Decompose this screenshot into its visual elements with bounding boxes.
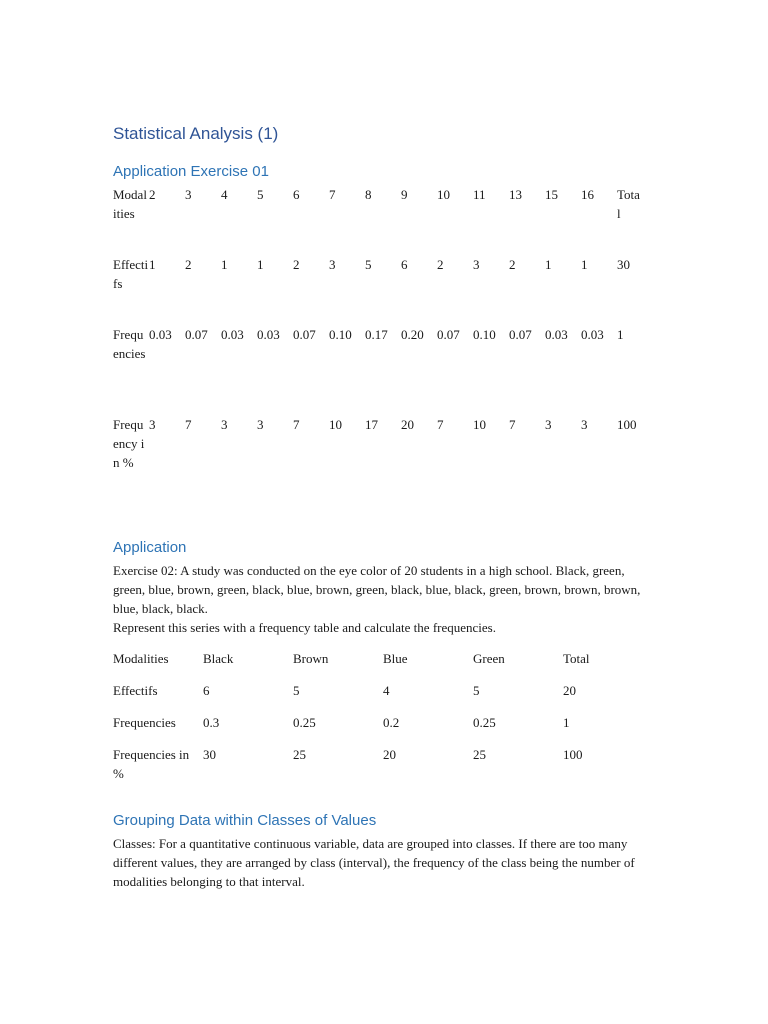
table-cell: 4 [221, 187, 228, 202]
total-cell: 100 [617, 417, 637, 432]
table-cell: 6 [293, 187, 300, 202]
total-cell: 1 [617, 327, 624, 342]
total-cell: Total [617, 187, 640, 221]
table-cell: 6 [401, 257, 408, 272]
table-cell: 7 [509, 417, 516, 432]
table-cell: 2 [149, 187, 156, 202]
total-cell: 30 [617, 257, 630, 272]
table-cell: 0.25 [473, 715, 496, 730]
table-cell: 0.03 [581, 327, 604, 342]
section-heading-exercise-01: Application Exercise 01 [113, 163, 269, 180]
table-cell: 3 [149, 417, 156, 432]
table-cell: 3 [329, 257, 336, 272]
table-cell: 15 [545, 187, 558, 202]
table-cell: 0.07 [509, 327, 532, 342]
table-cell: Total [563, 651, 590, 666]
table-cell: 7 [329, 187, 336, 202]
table-row [113, 185, 643, 255]
table-cell: 1 [149, 257, 156, 272]
table-row [113, 681, 653, 713]
table-row [113, 745, 653, 785]
exercise-02-instruction: Represent this series with a frequency table and calculate the frequencies. [113, 620, 496, 635]
row-label: Frequencies in % [113, 747, 190, 781]
table-cell: 9 [401, 187, 408, 202]
table-row [113, 713, 653, 745]
table-cell: 5 [257, 187, 264, 202]
row-label: Effectifs [113, 257, 149, 291]
exercise-02-paragraph: Exercise 02: A study was conducted on the eye color of 20 students in a high school. Black, green, green, blue, brown, green, black, blue, brown, green, black, blue, black, green, brown, brown, brown, blue, black, black. [113, 563, 641, 616]
table-cell: 0.03 [149, 327, 172, 342]
table-cell: 20 [401, 417, 414, 432]
row-label: Frequencies [113, 715, 176, 730]
table-cell: 0.2 [383, 715, 400, 730]
table-cell: 10 [437, 187, 450, 202]
table-cell: 0.10 [473, 327, 496, 342]
table-cell: 16 [581, 187, 594, 202]
table-cell: 5 [293, 683, 300, 698]
table-cell: 2 [509, 257, 516, 272]
row-label: Effectifs [113, 683, 158, 698]
grouping-paragraph: Classes: For a quantitative continuous variable, data are grouped into classes. If there are too many different values, they are arranged by class (interval), the frequency of the class being the number of modalities belonging to that interval. [113, 836, 635, 889]
exercise-01-table [113, 185, 643, 525]
table-cell: 0.10 [329, 327, 352, 342]
table-cell: 3 [185, 187, 192, 202]
table-cell: 5 [365, 257, 372, 272]
table-cell: 0.03 [257, 327, 280, 342]
table-row [113, 649, 653, 681]
table-cell: 3 [581, 417, 588, 432]
table-cell: 20 [563, 683, 576, 698]
row-label: Modalities [113, 187, 147, 221]
row-label: Frequencies [113, 327, 146, 361]
table-cell: 0.17 [365, 327, 388, 342]
table-cell: 1 [563, 715, 570, 730]
table-cell: 20 [383, 747, 396, 762]
table-row [113, 325, 643, 415]
table-cell: 13 [509, 187, 522, 202]
table-cell: 3 [257, 417, 264, 432]
table-cell: 3 [221, 417, 228, 432]
table-cell: 3 [473, 257, 480, 272]
table-cell: 1 [257, 257, 264, 272]
section-heading-application: Application [113, 539, 187, 556]
table-cell: Blue [383, 651, 408, 666]
table-cell: 100 [563, 747, 583, 762]
table-cell: 8 [365, 187, 372, 202]
table-cell: 2 [437, 257, 444, 272]
table-cell: 10 [329, 417, 342, 432]
table-cell: 2 [185, 257, 192, 272]
table-cell: 5 [473, 683, 480, 698]
table-cell: 0.07 [437, 327, 460, 342]
table-cell: 4 [383, 683, 390, 698]
table-cell: 1 [545, 257, 552, 272]
row-label: Modalities [113, 651, 169, 666]
table-cell: 7 [293, 417, 300, 432]
table-cell: 30 [203, 747, 216, 762]
table-cell: Brown [293, 651, 329, 666]
section-heading-grouping: Grouping Data within Classes of Values [113, 812, 377, 829]
table-cell: 1 [581, 257, 588, 272]
table-cell: 0.20 [401, 327, 424, 342]
table-cell: 25 [293, 747, 306, 762]
exercise-02-table [113, 649, 653, 785]
table-cell: 7 [185, 417, 192, 432]
table-cell: 11 [473, 187, 486, 202]
table-cell: Black [203, 651, 234, 666]
table-cell: 0.03 [545, 327, 568, 342]
table-row [113, 415, 643, 525]
table-row [113, 255, 643, 325]
page-title: Statistical Analysis (1) [113, 124, 279, 143]
table-cell: 6 [203, 683, 210, 698]
table-cell: Green [473, 651, 505, 666]
table-cell: 10 [473, 417, 486, 432]
table-cell: 2 [293, 257, 300, 272]
table-cell: 25 [473, 747, 486, 762]
table-cell: 0.03 [221, 327, 244, 342]
table-cell: 1 [221, 257, 228, 272]
table-cell: 7 [437, 417, 444, 432]
table-cell: 0.25 [293, 715, 316, 730]
table-cell: 3 [545, 417, 552, 432]
table-cell: 0.07 [185, 327, 208, 342]
table-cell: 0.3 [203, 715, 220, 730]
table-cell: 17 [365, 417, 378, 432]
table-cell: 0.07 [293, 327, 316, 342]
row-label: Frequency in % [113, 417, 145, 470]
